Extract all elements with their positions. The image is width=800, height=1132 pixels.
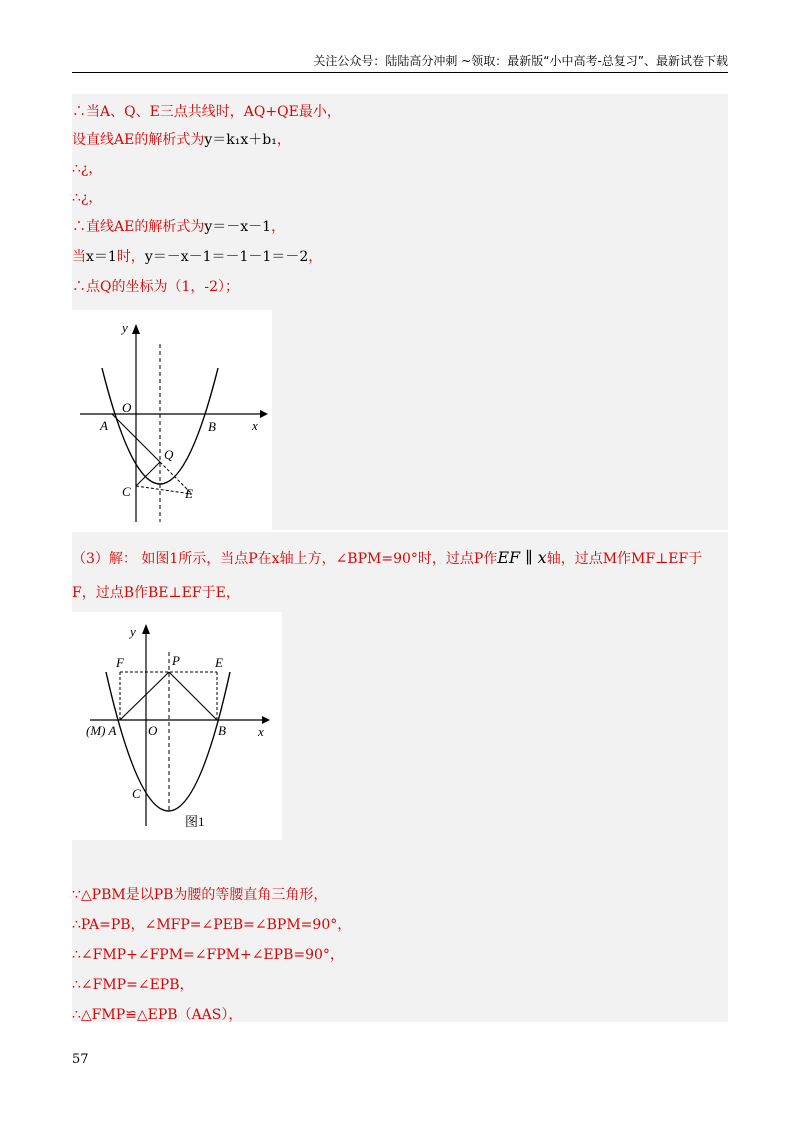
text-line-6-e: ， <box>308 249 323 265</box>
label-o: O <box>122 400 132 415</box>
text-line-5-suffix: ， <box>271 219 286 235</box>
text-line-7: ∴点Q的坐标为（1，-2）； <box>72 279 240 295</box>
figure-parabola-p-svg <box>72 612 282 840</box>
text-line-2-prefix: 设直线AE的解析式为 <box>72 132 205 148</box>
label-c: C <box>122 484 131 499</box>
text-line-8-a: （3）解： 如图1所示，当点P在x轴上方，∠BPM=90°时，过点P作 <box>72 551 498 567</box>
text-line-9: F，过点B作BE⊥EF于E， <box>72 585 240 601</box>
text-line-11: ∴PA=PB，∠MFP=∠PEB=∠BPM=90°， <box>72 917 352 933</box>
text-line-13: ∴∠FMP=∠EPB， <box>72 977 194 993</box>
formula-y-value: y＝－x－1＝－1－1＝－2 <box>144 249 309 265</box>
label-m-a: (M) A <box>86 723 117 738</box>
label-b: B <box>218 723 226 738</box>
page-number: 57 <box>72 1052 89 1067</box>
text-line-8-c: 轴，过点M作MF⊥EF于 <box>546 551 703 567</box>
label-x: x <box>252 418 258 433</box>
text-line-5 <box>72 216 285 236</box>
y-axis-arrow <box>132 324 140 334</box>
label-e: E <box>185 486 193 501</box>
text-line-14: ∴△FMP≌△EPB（AAS）， <box>72 1007 243 1023</box>
figure-parabola-q-svg <box>72 310 272 532</box>
parabola-curve <box>106 672 230 811</box>
segment-cq <box>136 462 160 486</box>
label-x: x <box>258 724 264 739</box>
page-header: 关注公众号：陆陆高分冲刺 ~领取：最新版“小中高考-总复习”、最新试卷下载 <box>313 54 728 68</box>
segment-mp <box>120 672 169 720</box>
figure-parabola-q <box>72 310 272 532</box>
label-b: B <box>208 419 216 434</box>
segment-ce <box>136 486 192 494</box>
text-line-8 <box>72 548 702 568</box>
label-p: P <box>172 653 180 668</box>
text-line-2 <box>72 129 291 149</box>
label-o: O <box>148 723 158 738</box>
label-a: A <box>100 418 108 433</box>
label-y: y <box>130 624 136 639</box>
text-line-4: ∴¿， <box>72 190 103 206</box>
text-line-6-c: 时， <box>116 249 145 265</box>
text-line-5-prefix: ∴直线AE的解析式为 <box>72 219 205 235</box>
figure-caption: 图1 <box>185 814 205 829</box>
label-c: C <box>132 786 141 801</box>
text-line-6-a: 当 <box>72 249 86 265</box>
x-axis-arrow <box>260 410 268 418</box>
label-y: y <box>122 320 128 335</box>
text-line-10: ∵△PBM是以PB为腰的等腰直角三角形， <box>72 887 328 903</box>
text-line-1: ∴当A、Q、E三点共线时，AQ+QE最小， <box>72 104 341 120</box>
figure-parabola-p <box>72 612 282 840</box>
y-axis-arrow <box>142 624 150 634</box>
x-axis-arrow <box>262 716 270 724</box>
label-q: Q <box>164 447 174 462</box>
formula-ae-line: y＝－x－1 <box>204 219 272 235</box>
text-line-6 <box>72 246 322 266</box>
header-rule <box>72 72 728 73</box>
text-line-2-suffix: ， <box>276 132 291 148</box>
formula-ae-general: y＝k₁x＋b₁ <box>204 132 277 148</box>
formula-ef-parallel: EF ∥ x <box>497 548 547 567</box>
segment-pb <box>169 672 217 720</box>
formula-x-eq-1: x＝1 <box>86 249 117 265</box>
label-e: E <box>215 655 223 670</box>
label-f: F <box>116 655 124 670</box>
text-line-3: ∴¿， <box>72 161 103 177</box>
text-line-12: ∴∠FMP+∠FPM=∠FPM+∠EPB=90°， <box>72 947 344 963</box>
